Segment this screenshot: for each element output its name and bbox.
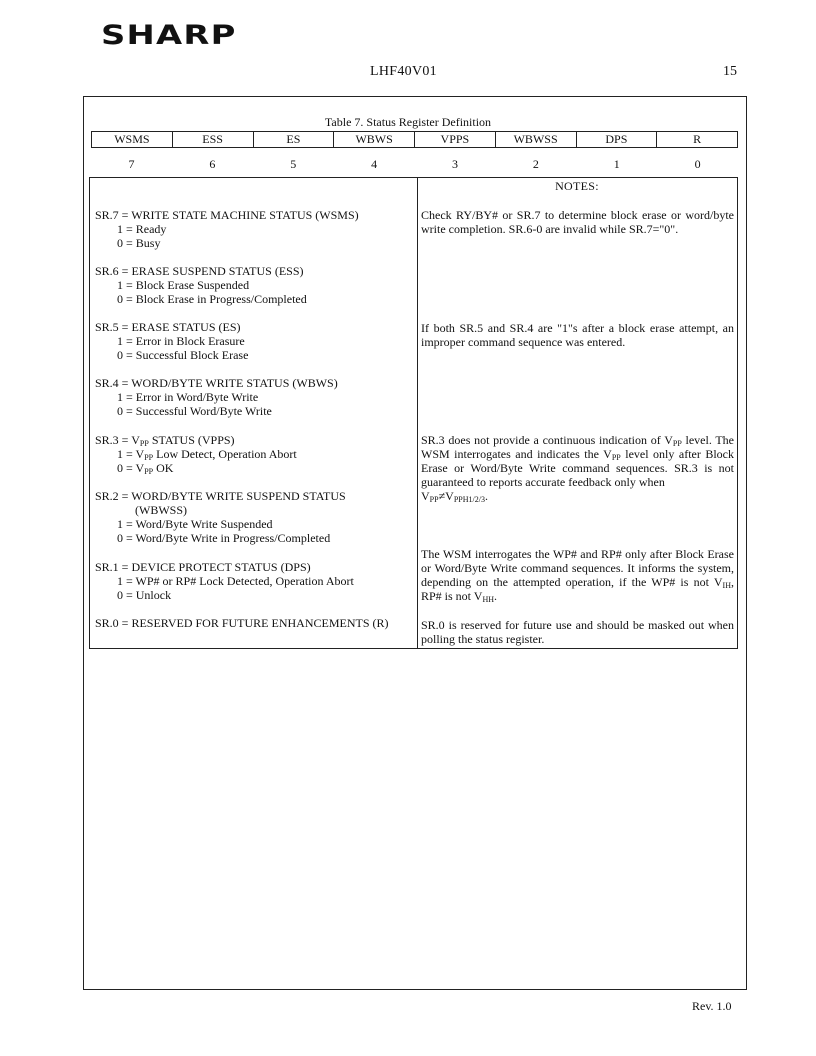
def-sr6 xyxy=(95,264,307,306)
bit-number: 4 xyxy=(371,157,378,171)
def-value-1: 1 = Ready xyxy=(117,222,167,236)
def-value-1: 1 = Word/Byte Write Suspended xyxy=(117,517,273,531)
document-id: LHF40V01 xyxy=(370,64,437,79)
def-title: SR.5 = ERASE STATUS (ES) xyxy=(95,320,241,334)
register-field: ESS xyxy=(173,132,254,147)
bit-number: 2 xyxy=(532,157,539,171)
def-value-1: 1 = Block Erase Suspended xyxy=(117,278,250,292)
def-sr0 xyxy=(95,616,389,630)
def-value-0: 0 = Block Erase in Progress/Completed xyxy=(117,292,307,306)
register-field-row xyxy=(91,131,738,148)
register-field: R xyxy=(693,132,702,146)
def-title: SR.7 = WRITE STATE MACHINE STATUS (WSMS) xyxy=(95,208,359,222)
register-field: DPS xyxy=(577,132,658,147)
bit-number: 5 xyxy=(290,157,297,171)
def-value-1: 1 = Error in Word/Byte Write xyxy=(117,390,259,404)
table-caption: Table 7. Status Register Definition xyxy=(324,115,492,129)
register-field: WSMS xyxy=(92,132,173,147)
note-sr5: If both SR.5 and SR.4 are "1"s after a block erase attempt, an improper command sequence was entered. xyxy=(421,321,734,349)
def-sr1 xyxy=(95,560,354,602)
def-value-0: 0 = Successful Block Erase xyxy=(117,348,249,362)
bit-number: 1 xyxy=(613,157,620,171)
bit-number: 0 xyxy=(694,157,701,171)
sharp-logo: SHARP xyxy=(101,20,237,51)
def-value-0: 0 = Successful Word/Byte Write xyxy=(117,404,272,418)
note-sr7: Check RY/BY# or SR.7 to determine block erase or word/byte write completion. SR.6-0 are invalid while SR.7="0". xyxy=(421,208,734,236)
def-title: SR.1 = DEVICE PROTECT STATUS (DPS) xyxy=(95,560,311,574)
page-number: 15 xyxy=(723,64,737,79)
def-sr3 xyxy=(95,433,297,475)
bit-number: 3 xyxy=(451,157,458,171)
def-value-1: $1 = V_{PP}$ Low Detect, Operation Abort xyxy=(117,447,297,462)
def-value-1: 1 = WP# or RP# Lock Detected, Operation Abort xyxy=(117,574,354,588)
register-field: WBWSS xyxy=(496,132,577,147)
def-title-continued: (WBWSS) xyxy=(135,503,187,517)
def-value-0: $0 = V_{PP}$ OK xyxy=(117,461,174,476)
def-title: SR.4 = WORD/BYTE WRITE STATUS (WBWS) xyxy=(95,376,338,390)
def-title: SR.0 = RESERVED FOR FUTURE ENHANCEMENTS (R) xyxy=(95,616,389,630)
def-title: SR.6 = ERASE SUSPEND STATUS (ESS) xyxy=(95,264,304,278)
register-field: WBWS xyxy=(334,132,415,147)
revision-label: Rev. 1.0 xyxy=(692,999,732,1013)
note-sr1: The WSM interrogates the WP# and RP# only after Block Erase or Word/Byte Write command sequences. It informs the system, depending on the attempted operation, if the WP# is not $V_{IH}$, RP# is not $V_{HH}$. xyxy=(421,547,734,604)
def-sr2 xyxy=(95,489,346,545)
note-sr3: SR.3 does not provide a continuous indication of $V_{PP}$ level. The WSM interrogates and indicates the $V_{PP}$ level only after Block Erase or Word/Byte Write command sequences. SR.3 is not guaranteed to reports accurate feedback only when $V_{PP}\ne V_{PPH1/2/3}$. xyxy=(421,433,735,504)
bit-number: 6 xyxy=(209,157,216,171)
def-title: $SR.3 = V_{PP}$ STATUS (VPPS) xyxy=(95,433,235,448)
def-value-1: 1 = Error in Block Erasure xyxy=(117,334,245,348)
def-sr5 xyxy=(95,320,248,362)
note-sr0: SR.0 is reserved for future use and should be masked out when polling the status register. xyxy=(421,618,734,646)
column-divider xyxy=(417,178,418,648)
def-value-0: 0 = Unlock xyxy=(117,588,172,602)
def-value-0: 0 = Busy xyxy=(117,236,161,250)
def-sr4 xyxy=(95,376,338,418)
def-value-0: 0 = Word/Byte Write in Progress/Completed xyxy=(117,531,331,545)
bit-number: 7 xyxy=(128,157,135,171)
register-bit-row xyxy=(91,157,738,172)
register-field: ES xyxy=(254,132,335,147)
def-sr7 xyxy=(95,208,359,250)
notes-header: NOTES: xyxy=(555,179,599,193)
def-title: SR.2 = WORD/BYTE WRITE SUSPEND STATUS xyxy=(95,489,346,503)
register-field: VPPS xyxy=(415,132,496,147)
